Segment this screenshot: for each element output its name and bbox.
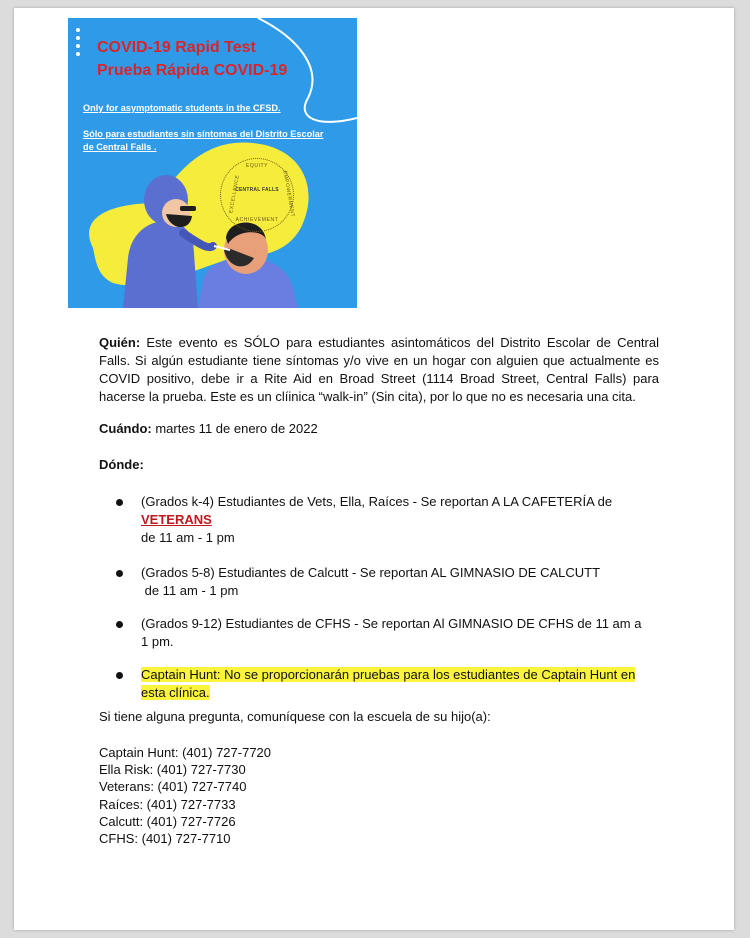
- question-text: Si tiene alguna pregunta, comuníquese con la escuela de su hijo(a):: [99, 709, 491, 724]
- item-3-line1: (Grados 9-12) Estudiantes de CFHS - Se reportan Al GIMNASIO DE CFHS de 11 am a: [141, 616, 642, 631]
- bullet-icon: [116, 570, 123, 577]
- covid-test-flyer: [68, 18, 357, 308]
- flyer-title-es: Prueba Rápida COVID-19: [97, 62, 288, 79]
- location-item-1: [141, 493, 612, 547]
- contact-line: CFHS: (401) 727-7710: [99, 831, 231, 847]
- document-page: [14, 8, 734, 930]
- item-2-line2: de 11 am - 1 pm: [141, 583, 239, 598]
- who-label: Quién:: [99, 335, 141, 350]
- item-1-line2: de 11 am - 1 pm: [141, 530, 235, 545]
- flyer-title-en: COVID-19 Rapid Test: [97, 39, 256, 56]
- item-4-line2: esta clínica.: [141, 685, 210, 700]
- item-1-line1: (Grados k-4) Estudiantes de Vets, Ella, Raíces - Se reportan A LA CAFETERÍA de: [141, 494, 613, 509]
- contact-line: Ella Risk: (401) 727-7730: [99, 762, 246, 778]
- contact-line: Calcutt: (401) 727-7726: [99, 813, 236, 829]
- item-2-line1: (Grados 5-8) Estudiantes de Calcutt - Se reportan AL GIMNASIO DE CALCUTT: [141, 565, 601, 580]
- veterans-link[interactable]: VETERANS: [141, 512, 212, 527]
- flyer-subtitle-en: Only for asymptomatic students in the CFSD.: [83, 103, 281, 113]
- bullet-icon: [116, 672, 123, 679]
- decorative-dots: [76, 28, 86, 60]
- when-label: Cuándo:: [99, 421, 152, 436]
- who-text: Este evento es SÓLO para estudiantes asintomáticos del Distrito Escolar de Central Falls. Si algún estudiante tiene síntomas y/o vive en un hogar con alguien que actualmente es COVID positivo, debe ir a Rite Aid en Broad Street (1114 Broad Street, Central Falls) para hacerse la prueba. Este es un clíinica “walk-in” (Sin cita), por lo que no es necesaria una cita.: [99, 335, 659, 404]
- contact-line: Captain Hunt: (401) 727-7720: [99, 745, 272, 760]
- contact-list: [99, 744, 271, 847]
- location-item-2: [141, 564, 600, 600]
- item-3-line2: 1 pm.: [141, 634, 174, 649]
- item-4-line1: Captain Hunt: No se proporcionarán pruebas para los estudiantes de Captain Hunt en: [141, 667, 636, 682]
- who-paragraph: [99, 334, 659, 406]
- location-item-3: [141, 615, 641, 651]
- when-text: martes 11 de enero de 2022: [155, 421, 318, 436]
- bullet-icon: [116, 499, 123, 506]
- district-seal-logo: EQUITY EXCELLENCE EMPOWERMENT CENTRAL FALLS ACHIEVEMENT: [220, 158, 294, 232]
- flyer-subtitle-es: Sólo para estudiantes sin síntomas del Distrito Escolar de Central Falls .: [83, 129, 324, 152]
- when-line: [99, 420, 318, 438]
- location-item-4-highlighted: [141, 666, 635, 702]
- where-label: Dónde:: [99, 457, 144, 472]
- contact-line: Veterans: (401) 727-7740: [99, 779, 247, 795]
- contact-line: Raíces: (401) 727-7733: [99, 796, 236, 812]
- bullet-icon: [116, 621, 123, 628]
